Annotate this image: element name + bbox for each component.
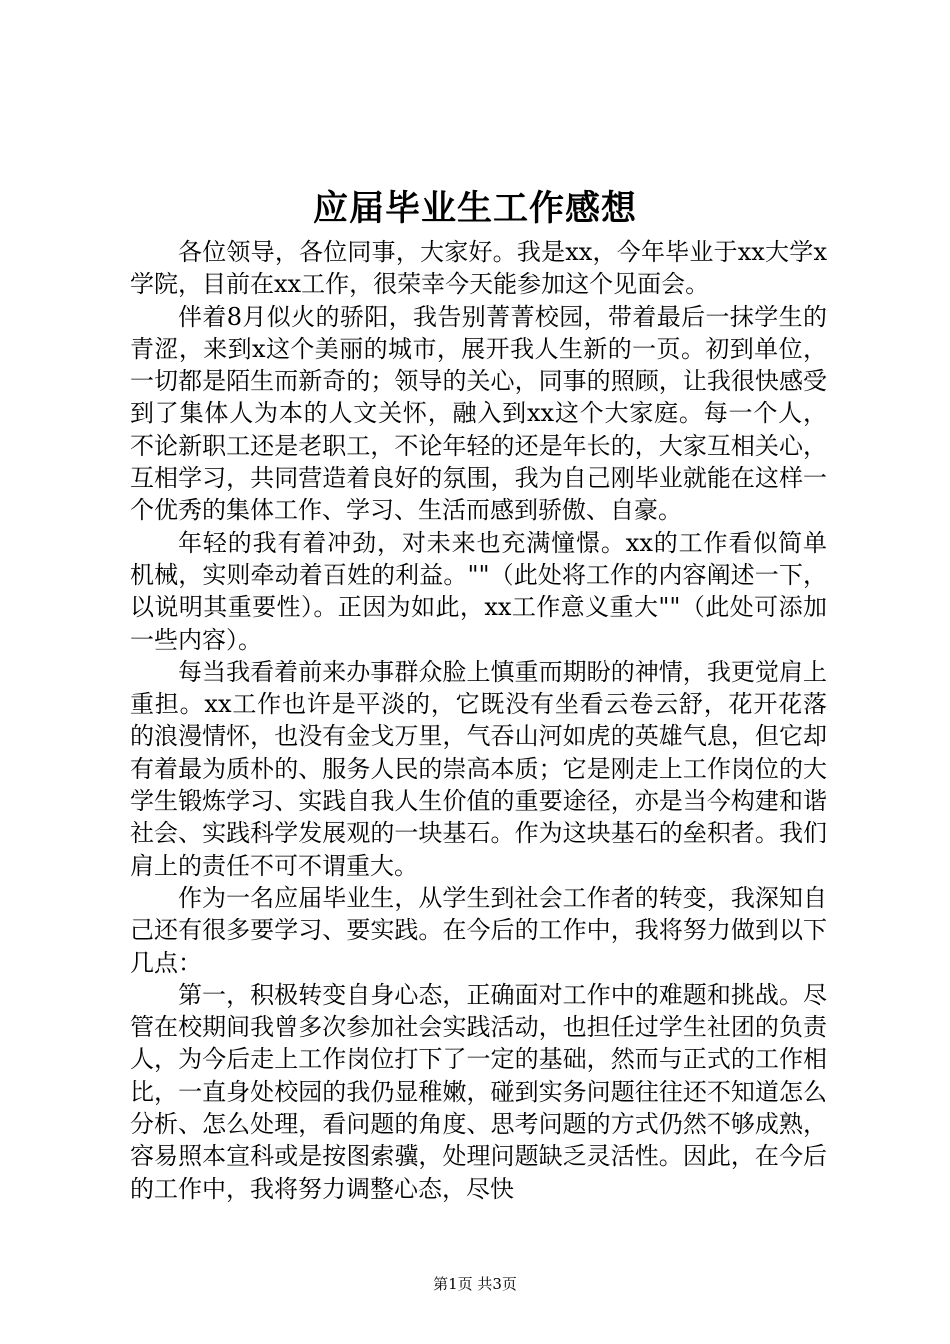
page-footer: 第1页 共3页	[433, 1275, 517, 1293]
paragraph-point-one: 第一，积极转变自身心态，正确面对工作中的难题和挑战。尽管在校期间我曾多次参加社会实践活动，也担任过学生社团的负责人，为今后走上工作岗位打下了一定的基础，然而与正式的工作相比，一直身处校园的我仍显稚嫩，碰到实务问题往往还不知道怎么分析、怎么处理，看问题的角度、思考问题的方式仍然不够成熟，容易照本宣科或是按图索骥，处理问题缺乏灵活性。因此，在今后的工作中，我将努力调整心态，尽快	[130, 980, 827, 1203]
paragraph-arrival: 伴着8月似火的骄阳，我告别菁菁校园，带着最后一抹学生的青涩，来到x这个美丽的城市，展开我人生新的一页。初到单位，一切都是陌生而新奇的；领导的关心，同事的照顾，让我很快感受到了集体人为本的人文关怀，融入到xx这个大家庭。每一个人，不论新职工还是老职工，不论年轻的还是年长的，大家互相关心，互相学习，共同营造着良好的氛围，我为自己刚毕业就能在这样一个优秀的集体工作、学习、生活而感到骄傲、自豪。	[130, 302, 827, 525]
paragraph-aspiration: 年轻的我有着冲劲，对未来也充满憧憬。xx的工作看似简单机械，实则牵动着百姓的利益。""（此处将工作的内容阐述一下，以说明其重要性）。正因为如此，xx工作意义重大""（此处可添加一些内容）。	[130, 528, 827, 654]
paragraph-commitment: 作为一名应届毕业生，从学生到社会工作者的转变，我深知自己还有很多要学习、要实践。在今后的工作中，我将努力做到以下几点：	[130, 883, 827, 977]
paragraph-greeting: 各位领导，各位同事，大家好。我是xx，今年毕业于xx大学x学院，目前在xx工作，很荣幸今天能参加这个见面会。	[130, 238, 827, 299]
paragraph-responsibility: 每当我看着前来办事群众脸上慎重而期盼的神情，我更觉肩上重担。xx工作也许是平淡的，它既没有坐看云卷云舒，花开花落的浪漫情怀，也没有金戈万里，气吞山河如虎的英雄气息，但它却有着最为质朴的、服务人民的崇高本质；它是刚走上工作岗位的大学生锻炼学习、实践自我人生价值的重要途径，亦是当今构建和谐社会、实践科学发展观的一块基石。作为这块基石的垒积者。我们肩上的责任不可不谓重大。	[130, 657, 827, 880]
document-title: 应届毕业生工作感想	[312, 188, 637, 229]
document-body	[130, 236, 827, 1205]
